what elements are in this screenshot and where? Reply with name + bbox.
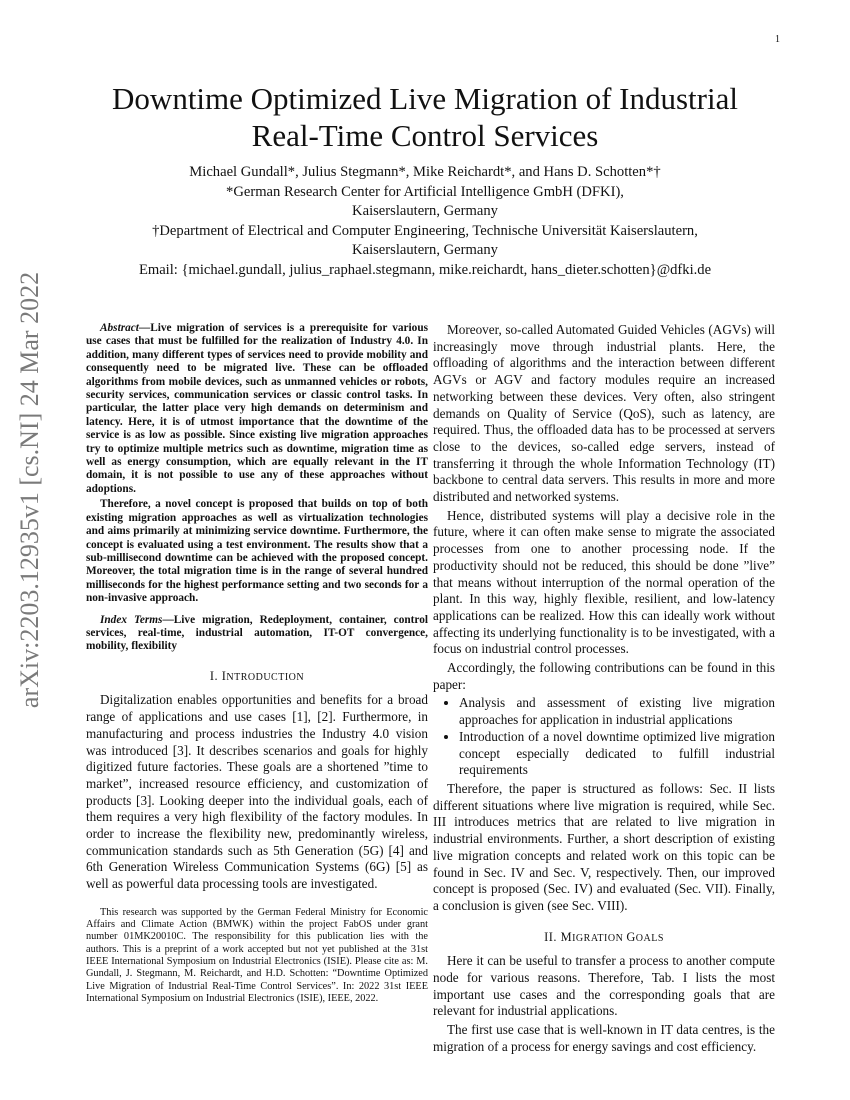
- author-email: Email: {michael.gundall, julius_raphael.stegmann, mike.reichardt, hans_dieter.schotten}@dfki.de: [138, 261, 712, 278]
- arxiv-identifier-stamp: [4, 271, 56, 709]
- section-2-title-initial-1: M: [560, 929, 573, 944]
- index-terms-label: Index Terms: [100, 613, 163, 626]
- affiliation-1-line-2: Kaiserslautern, Germany: [352, 203, 498, 220]
- right-paragraph-3: Accordingly, the following contributions can be found in this paper:: [433, 660, 775, 692]
- affiliation-2-line-1: †Department of Electrical and Computer Engineering, Technische Universität Kaiserslautern,: [152, 222, 698, 239]
- migration-goals-paragraph-1: Here it can be useful to transfer a process to another compute node for various reasons. Therefore, Tab. I lists the most important use cases and the corresponding goals that are relevant for industrial applications.: [433, 953, 775, 1019]
- right-column: [433, 322, 775, 1056]
- paper-title: [80, 80, 770, 154]
- footnote-text: This research was supported by the German Federal Ministry for Economic Affairs and Climate Action (BMWK) within the project FabOS under grant number 01MK20010C. The responsibility for this publication lies with the authors. This is a preprint of a work accepted but not yet published at the 31st IEEE International Symposium on Industrial Electronics (ISIE). Please cite as: M. Gundall, J. Stegmann, M. Reichardt, and H.D. Schotten: “Downtime Optimized Live Migration of Industrial Real-Time Control Services”. In: 2022 31st IEEE International Symposium on Industrial Electronics (ISIE), IEEE, 2022.: [86, 906, 428, 1004]
- section-1-numeral: I.: [209, 668, 222, 683]
- contribution-item-1: • Analysis and assessment of existing live migration approaches for application in industrial applications: [459, 695, 775, 728]
- abstract-paragraph-2: Therefore, a novel concept is proposed that builds on top of both existing migration approaches as well as virtualization technologies and aims primarily at minimizing service downtime. Furthermore, the concept is evaluated using a test environment. The results show that a sub-millisecond downtime can be achieved with the proposed concept. Moreover, the total migration time is in the range of several hundred milliseconds for the highest performance setting and two seconds for a non-invasive approach.: [86, 498, 428, 605]
- affiliation-2-line-2: Kaiserslautern, Germany: [352, 242, 498, 259]
- funding-footnote: [86, 907, 428, 1005]
- right-paragraph-1: Moreover, so-called Automated Guided Vehicles (AGVs) will increasingly move through industrial plants. Here, the offloading of algorithms and the interaction between different AGVs or AGV and factory modules require an increased networking between these devices. Very often, also stringent demands on Quality of Service (QoS), such as latency, are required. Thus, the offloaded data has to be processed at servers close to the devices, so-called edge servers, instead of transferring it through the whole Information Technology (IT) backbone to central data servers. This results in more and more distributed and networked systems.: [433, 322, 775, 505]
- section-heading-introduction: [86, 668, 428, 687]
- abstract-paragraph-1: [86, 322, 428, 496]
- introduction-paragraph-1: Digitalization enables opportunities and benefits for a broad range of applications and use cases [1], [2]. Furthermore, in manufacturing and process industries the Industry 4.0 vision was introduced [3]. It describes scenarios and goals for highly digitized future factories. These goals are a shortened ”time to market”, increased resource efficiency, and customization of products [3]. Looking deeper into the individual goals, each of them requires a very high flexibility of the factory modules. In order to increase the flexibility new, predominantly wireless, communication standards such as 5th Generation (5G) [4] and 6th Generation Wireless Communication Systems (6G) [5] as well as powerful data processing tools are investigated.: [86, 692, 428, 892]
- right-paragraph-2: Hence, distributed systems will play a decisive role in the future, where it can often make sense to migrate the associated processes from one to another processing node. If the productivity should not be reduced, this should be done ”live” that means without interruption of the normal operation of the plant. In this way, highly flexible, resilient, and low-latency applications can be realized. How this can ideally work without affecting its underlying functionality is to be investigated, with a focus on industrial control processes.: [433, 507, 775, 657]
- migration-goals-paragraph-2: The first use case that is well-known in IT data centres, is the migration of a process for energy savings and cost efficiency.: [433, 1022, 775, 1054]
- abstract-text-1: —Live migration of services is a prerequisite for various use cases that must be fulfilled for the realization of Industry 4.0. In addition, many different types of services need to provide mobility and consequently need to be migrated live. These can be offloaded algorithms from mobile devices, such as unmanned vehicles or robots, security services, communication services or classic control tasks. In particular, the latter place very high demands on determinism and latency. Here, it is of utmost importance that the downtime of the service is as low as possible. Since existing live migration approaches try to optimize multiple metrics such as downtime, migration time as well as energy consumption, which are equally relevant in the IT domain, it is not possible to use any of these approaches without adoptions.: [86, 322, 428, 495]
- page-number: 1: [775, 34, 780, 45]
- left-column: [86, 322, 428, 1005]
- abstract-label: Abstract: [100, 322, 139, 334]
- section-2-title-rest-2: OALS: [635, 932, 664, 944]
- title-line-1: Downtime Optimized Live Migration of Industrial: [112, 81, 738, 116]
- paper-header: [80, 80, 770, 281]
- index-terms-text: —Live migration, Redeployment, container, control services, real-time, industrial automation, IT-OT convergence, mobility, flexibility: [86, 613, 428, 653]
- title-line-2: Real-Time Control Services: [251, 118, 599, 153]
- index-terms: [86, 614, 428, 654]
- contribution-item-2: • Introduction of a novel downtime optimized live migration concept especially dedicated to fulfill industrial requirements: [459, 729, 775, 779]
- abstract: [86, 322, 428, 606]
- section-1-title-rest: NTRODUCTION: [226, 671, 305, 683]
- affiliation-1-line-1: *German Research Center for Artificial Intelligence GmbH (DFKI),: [226, 183, 624, 200]
- arxiv-identifier-text: arXiv:2203.12935v1 [cs.NI] 24 Mar 2022: [15, 271, 44, 709]
- contribution-list: [433, 695, 775, 779]
- section-2-title-rest-1: IGRATION: [572, 932, 627, 944]
- section-heading-migration-goals: [433, 929, 775, 948]
- right-paragraph-4: Therefore, the paper is structured as follows: Sec. II lists different situations where live migration is required, while Sec. III introduces metrics that are related to live migration in industrial environments. Further, a short description of existing live migration concepts and related work on this topic can be found in Sec. IV and Sec. V, respectively. Then, our improved concept is proposed (Sec. IV) and evaluated (Sec. VII). Finally, a conclusion is given (see Sec. VIII).: [433, 780, 775, 913]
- section-2-numeral: II.: [544, 929, 561, 944]
- section-1-title-initial: I: [221, 668, 227, 683]
- author-list: Michael Gundall*, Julius Stegmann*, Mike Reichardt*, and Hans D. Schotten*†: [189, 164, 661, 180]
- section-2-title-initial-2: G: [626, 929, 636, 944]
